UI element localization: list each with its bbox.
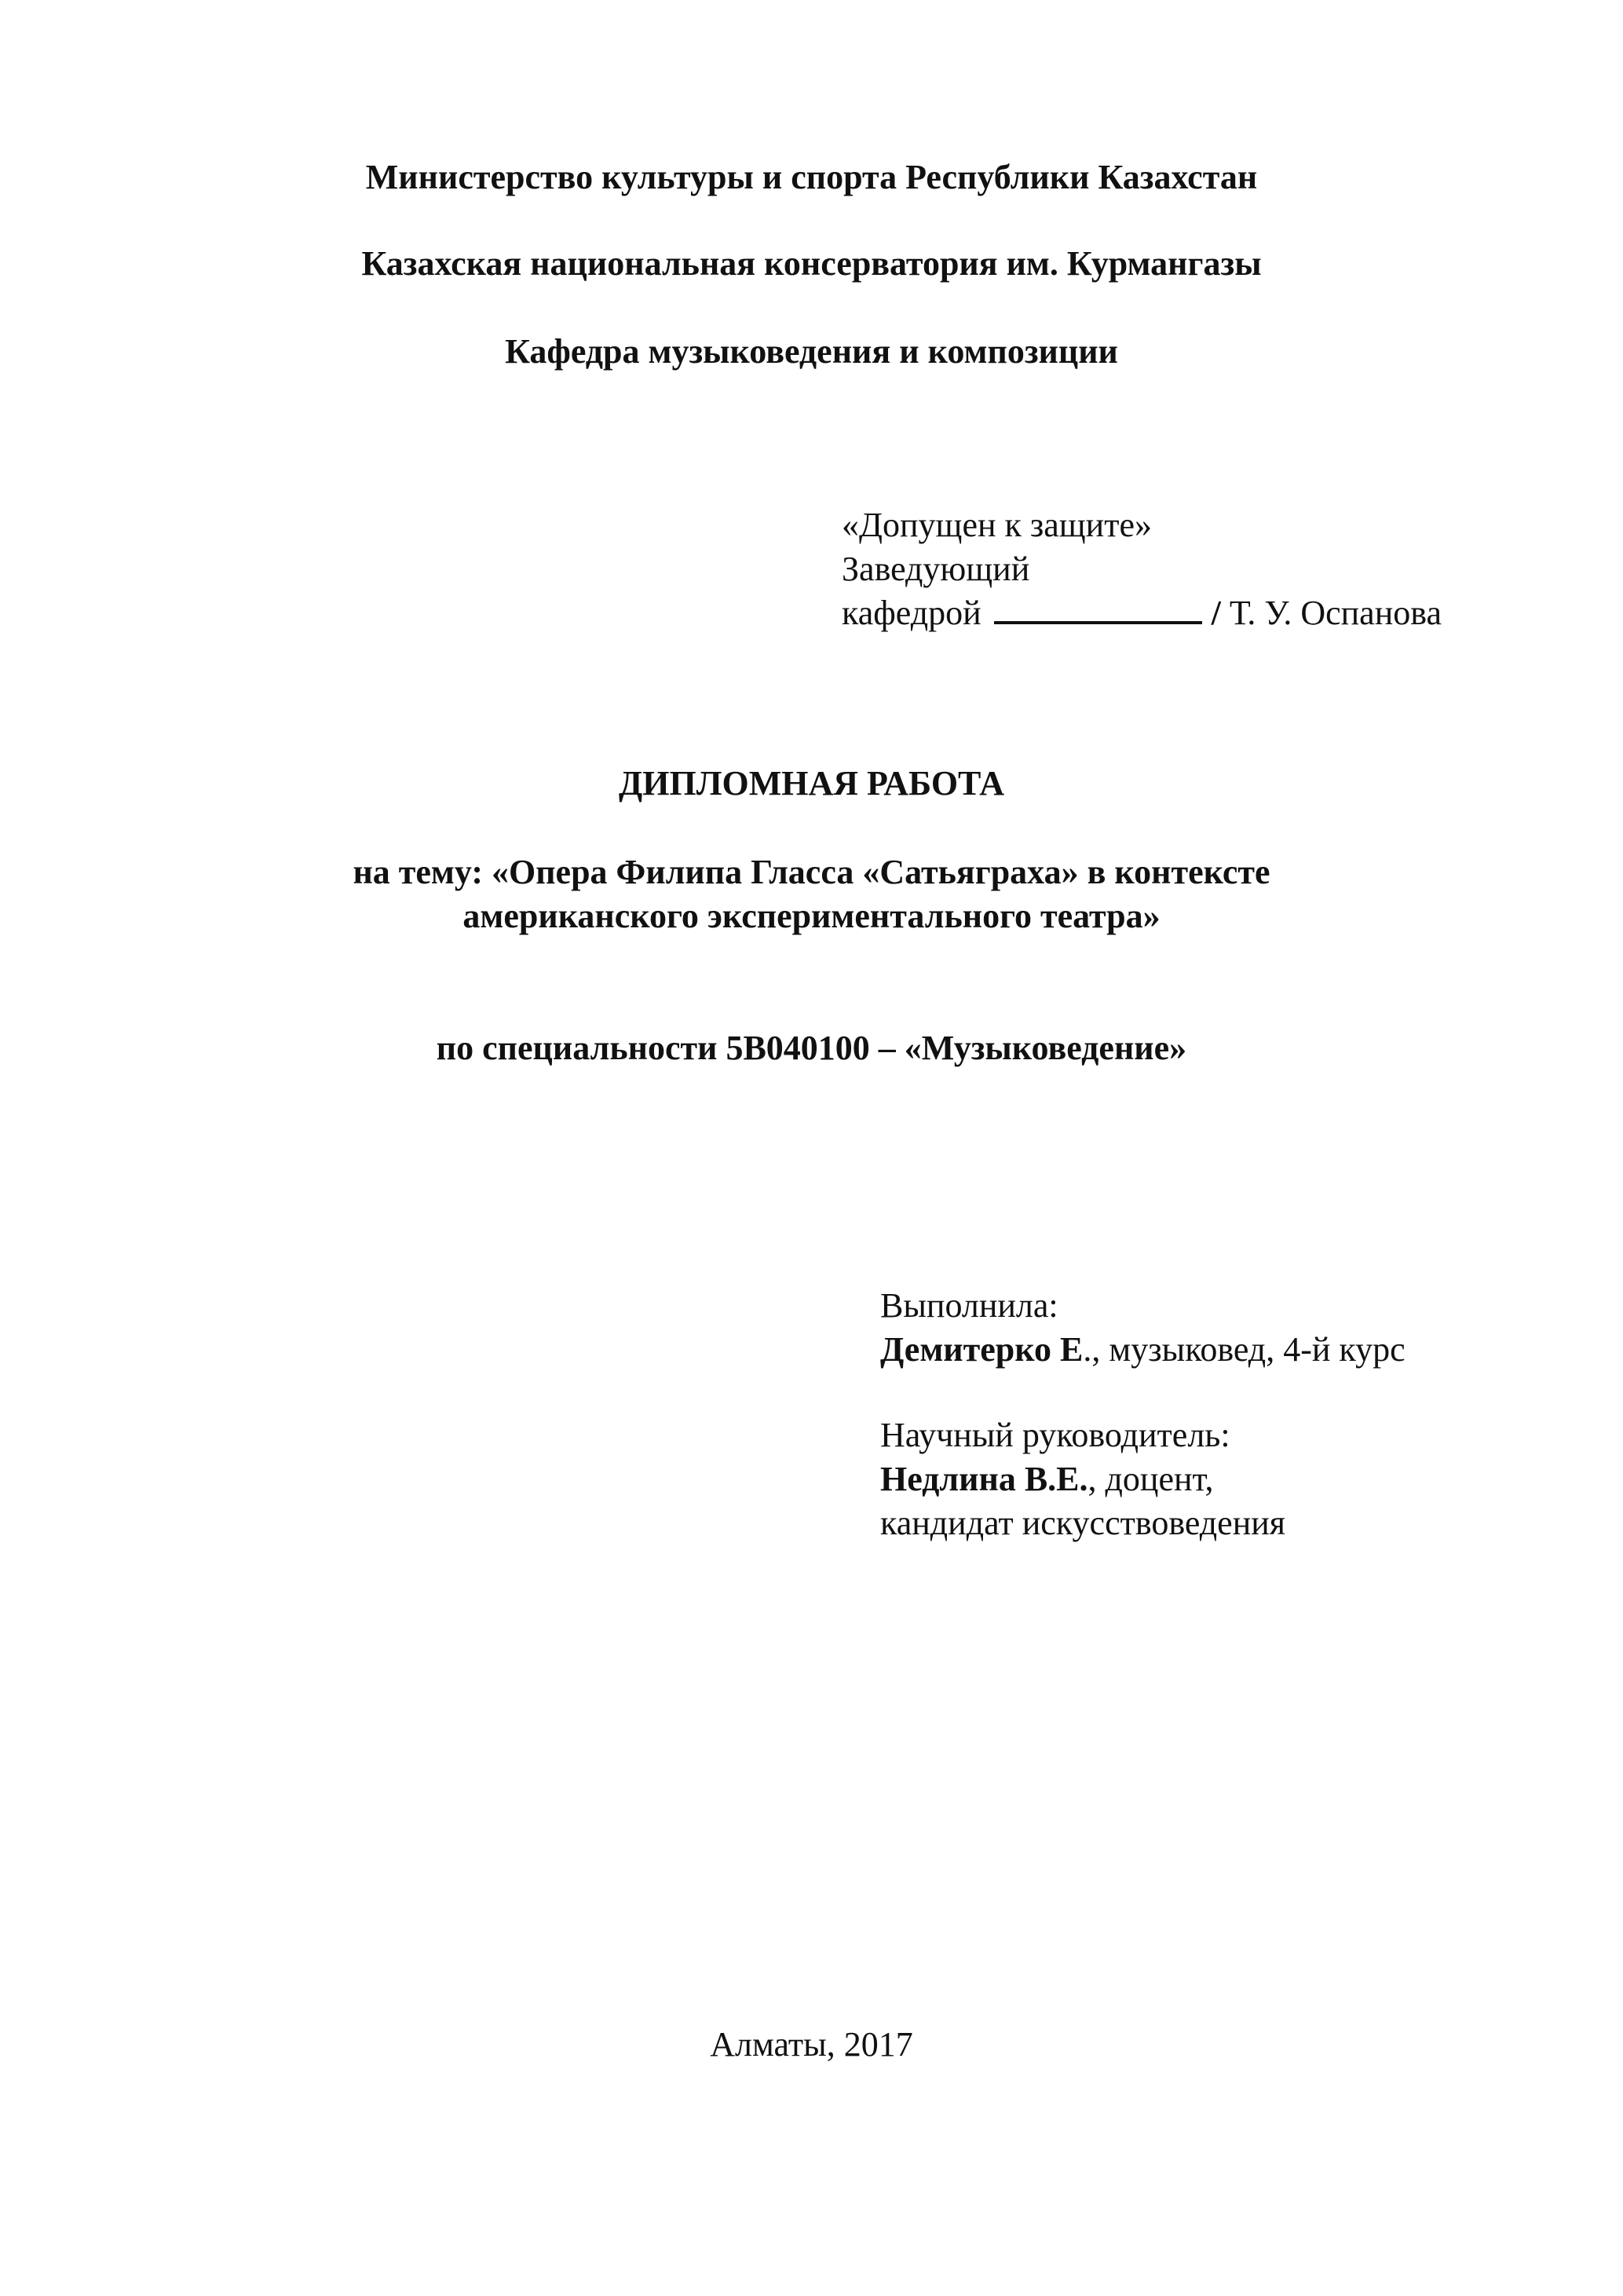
author-details: ., музыковед, 4-й курс <box>1083 1330 1406 1369</box>
supervisor-block <box>880 1413 1285 1545</box>
thesis-topic-line-1: на тему: «Опера Филипа Гласса «Сатьяграха» в контексте <box>353 853 1270 891</box>
approval-head-title: Заведующий <box>842 550 1030 588</box>
signature-blank <box>994 591 1202 624</box>
ministry-heading: Министерство культуры и спорта Республики Казахстан <box>365 158 1258 196</box>
supervisor-line <box>880 1457 1285 1501</box>
thesis-type: ДИПЛОМНАЯ РАБОТА <box>618 764 1004 803</box>
author-block <box>880 1284 1406 1372</box>
author-line <box>880 1328 1406 1372</box>
supervisor-degree: кандидат искусствоведения <box>880 1504 1286 1542</box>
author-name: Демитерко Е <box>880 1330 1084 1369</box>
supervisor-label: Научный руководитель: <box>880 1416 1230 1454</box>
approval-admitted: «Допущен к защите» <box>842 506 1152 544</box>
approval-head-title-cont: кафедрой <box>842 594 981 632</box>
signature-slash: / <box>1211 594 1221 632</box>
approval-block <box>842 503 1442 635</box>
department-heading: Кафедра музыковедения и композиции <box>505 332 1118 371</box>
city-year: Алматы, 2017 <box>710 2025 913 2064</box>
supervisor-details: , доцент, <box>1087 1460 1214 1498</box>
approval-signature-line <box>842 591 1442 635</box>
thesis-topic-line-2: американского экспериментального театра» <box>462 897 1161 935</box>
institution-heading: Казахская национальная консерватория им. Курмангазы <box>361 244 1262 283</box>
thesis-specialty: по специальности 5В040100 – «Музыковедение» <box>436 1029 1187 1067</box>
author-label: Выполнила: <box>880 1286 1058 1325</box>
approval-head-name: Т. У. Оспанова <box>1229 594 1442 632</box>
supervisor-name: Недлина В.Е. <box>880 1460 1088 1498</box>
